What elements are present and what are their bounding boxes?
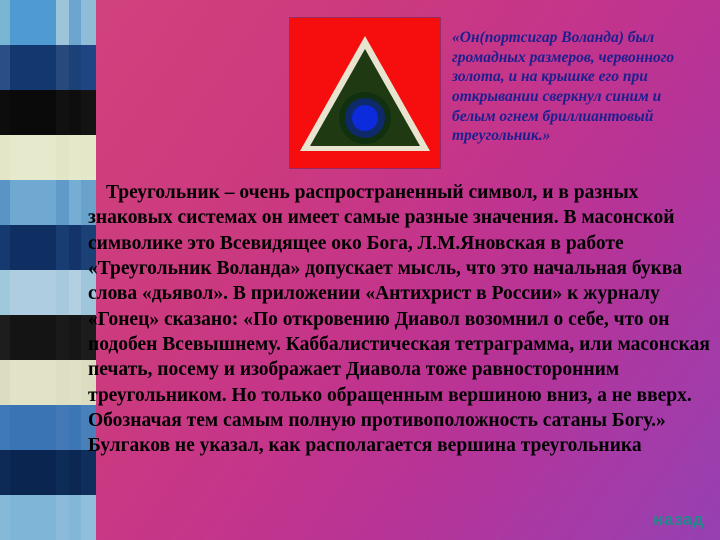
mosaic-tile bbox=[69, 495, 81, 540]
mosaic-tile bbox=[10, 270, 56, 315]
decorative-mosaic-strip bbox=[0, 0, 96, 540]
mosaic-tile bbox=[0, 450, 10, 495]
mosaic-tile bbox=[0, 270, 10, 315]
mosaic-tile bbox=[10, 135, 56, 180]
mosaic-tile bbox=[56, 225, 69, 270]
mosaic-tile bbox=[56, 315, 69, 360]
mosaic-tile bbox=[0, 90, 10, 135]
mosaic-tile bbox=[0, 135, 10, 180]
mosaic-tile bbox=[56, 0, 69, 45]
mosaic-tile bbox=[56, 45, 69, 90]
mosaic-tile bbox=[69, 225, 81, 270]
mosaic-tile bbox=[10, 450, 56, 495]
mosaic-tile bbox=[0, 495, 10, 540]
mosaic-tile bbox=[10, 360, 56, 405]
back-button[interactable]: назад bbox=[653, 510, 704, 529]
mosaic-tile bbox=[69, 45, 81, 90]
mosaic-tile bbox=[56, 180, 69, 225]
mosaic-column-3 bbox=[56, 0, 69, 540]
mosaic-column-4 bbox=[69, 0, 81, 540]
mosaic-tile bbox=[81, 0, 96, 45]
mosaic-tile bbox=[10, 225, 56, 270]
mosaic-tile bbox=[69, 405, 81, 450]
mosaic-column-2 bbox=[10, 0, 56, 540]
mosaic-tile bbox=[10, 315, 56, 360]
mosaic-tile bbox=[81, 135, 96, 180]
mosaic-tile bbox=[69, 135, 81, 180]
mosaic-tile bbox=[10, 495, 56, 540]
mosaic-tile bbox=[0, 180, 10, 225]
mosaic-tile bbox=[10, 0, 56, 45]
mosaic-tile bbox=[56, 135, 69, 180]
mosaic-tile bbox=[56, 270, 69, 315]
mosaic-tile bbox=[0, 225, 10, 270]
mosaic-tile bbox=[69, 90, 81, 135]
mosaic-tile bbox=[81, 495, 96, 540]
mosaic-tile bbox=[10, 405, 56, 450]
body-paragraph: Треугольник – очень распространенный символ, и в разных знаковых системах он имеет самые разные значения. В масонской символике это Всевидящее око Бога, Л.М.Яновская в работе «Треугольник Воланда» допускает мысль, что это начальная буква слова «дьявол». В приложении «Антихрист в России» к журналу «Гонец» сказано: «По откровению Диавол возомнил о себе, что он подобен Всевышнему. Каббалистическая тетраграмма, или масонская печать, посему и изображает Диавола тоже равносторонним треугольником. Но только обращенным вершиною вниз, а не вверх. Обозначая тем самым полную противоположность сатаны Богу.» Булгаков не указал, как располагается вершина треугольника bbox=[88, 182, 710, 457]
mosaic-tile bbox=[0, 315, 10, 360]
triangle-icon bbox=[290, 18, 440, 168]
triangle-image bbox=[290, 18, 440, 168]
mosaic-tile bbox=[10, 90, 56, 135]
mosaic-tile bbox=[56, 90, 69, 135]
mosaic-tile bbox=[56, 360, 69, 405]
mosaic-tile bbox=[81, 90, 96, 135]
mosaic-tile bbox=[56, 405, 69, 450]
mosaic-tile bbox=[69, 315, 81, 360]
mosaic-column-1 bbox=[0, 0, 10, 540]
mosaic-tile bbox=[69, 270, 81, 315]
mosaic-tile bbox=[0, 360, 10, 405]
mosaic-tile bbox=[0, 45, 10, 90]
epigraph-quote: «Он(портсигар Воланда) был громадных размеров, червонного золота, и на крышке его при открывании сверкнул синим и белым огнем бриллиантовый треугольник.» bbox=[452, 29, 675, 145]
mosaic-tile bbox=[69, 450, 81, 495]
mosaic-tile bbox=[56, 450, 69, 495]
mosaic-tile bbox=[81, 45, 96, 90]
mosaic-tile bbox=[69, 360, 81, 405]
mosaic-tile bbox=[69, 0, 81, 45]
mosaic-tile bbox=[0, 0, 10, 45]
mosaic-tile bbox=[56, 495, 69, 540]
mosaic-tile bbox=[10, 180, 56, 225]
mosaic-tile bbox=[69, 180, 81, 225]
mosaic-tile bbox=[10, 45, 56, 90]
mosaic-tile bbox=[0, 405, 10, 450]
